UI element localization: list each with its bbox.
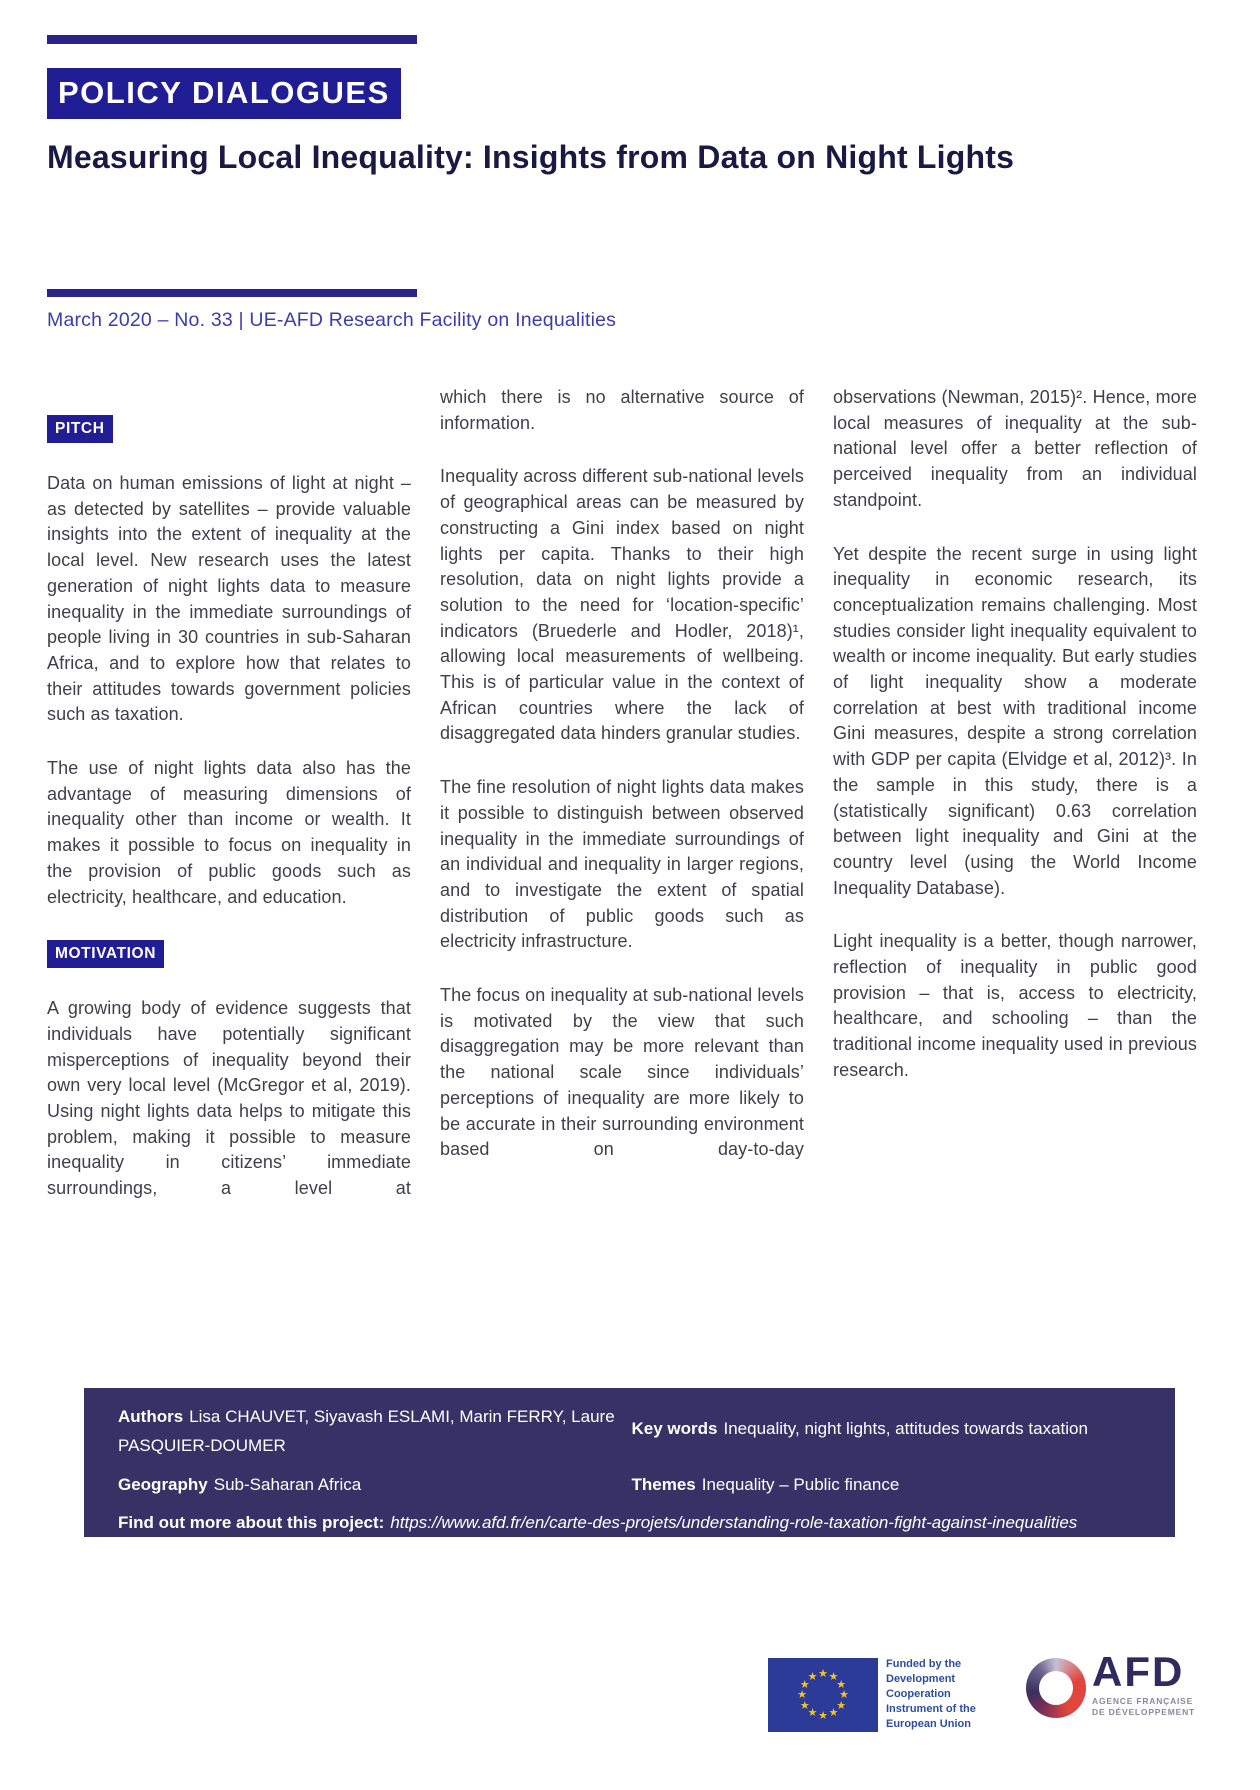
page-title: Measuring Local Inequality: Insights from Data on Night Lights bbox=[47, 139, 1015, 175]
themes-value: Inequality – Public finance bbox=[701, 1475, 900, 1494]
text-column bbox=[47, 385, 411, 1202]
authors-value: Lisa CHAUVET, Siyavash ESLAMI, Marin FERRY, Laure PASQUIER-DOUMER bbox=[118, 1407, 615, 1455]
issue-line: March 2020 – No. 33 | UE-AFD Research Facility on Inequalities bbox=[47, 309, 617, 331]
eu-caption-line: Instrument of the bbox=[886, 1703, 976, 1715]
eu-star-icon: ★ bbox=[818, 1709, 828, 1722]
eu-star-icon: ★ bbox=[836, 1677, 847, 1691]
authors-label: Authors bbox=[118, 1407, 184, 1426]
body-paragraph: Data on human emissions of light at night – as detected by satellites – provide valuable insights into the extent of inequality at the local level. New research uses the latest generation of night lights data to measure inequality in the immediate surroundings of people living in 30 countries in sub-Saharan Africa, and to explore how that relates to their attitudes towards government policies such as taxation. bbox=[47, 473, 411, 725]
keywords-label: Key words bbox=[631, 1419, 718, 1438]
themes-field bbox=[632, 1470, 1146, 1499]
keywords-value: Inequality, night lights, attitudes towards taxation bbox=[723, 1419, 1088, 1438]
keywords-field bbox=[632, 1402, 1146, 1460]
themes-label: Themes bbox=[631, 1475, 696, 1494]
project-link-url[interactable]: https://www.afd.fr/en/carte-des-projets/understanding-role-taxation-fight-against-inequalities bbox=[390, 1513, 1078, 1532]
eu-star-icon: ★ bbox=[799, 1677, 810, 1691]
eu-funding-caption bbox=[886, 1657, 1016, 1732]
eu-star-icon: ★ bbox=[828, 1669, 839, 1683]
body-paragraph: The use of night lights data also has the advantage of measuring dimensions of inequality other than income or wealth. It makes it possible to focus on inequality in the provision of public goods such as electricity, healthcare, and education. bbox=[47, 758, 411, 907]
series-banner bbox=[47, 68, 401, 119]
eu-star-icon: ★ bbox=[799, 1698, 810, 1712]
series-label: POLICY DIALOGUES bbox=[58, 75, 390, 110]
decorative-top-bar bbox=[47, 35, 417, 44]
text-column bbox=[833, 385, 1197, 1084]
body-columns bbox=[47, 385, 1197, 1202]
body-paragraph: The fine resolution of night lights data makes it possible to distinguish between observed inequality in the immediate surroundings of an individual and inequality in larger regions, and to investigate the extent of spatial distribution of public goods such as electricity infrastructure. bbox=[440, 777, 804, 952]
decorative-divider-bar bbox=[47, 289, 417, 297]
body-paragraph: which there is no alternative source of information. bbox=[440, 387, 804, 433]
geography-label: Geography bbox=[118, 1475, 208, 1494]
eu-star-icon: ★ bbox=[839, 1688, 849, 1701]
afd-subtext-line: AGENCE FRANÇAISE bbox=[1092, 1696, 1194, 1706]
geography-field bbox=[118, 1470, 632, 1499]
section-label: PITCH bbox=[47, 415, 113, 443]
body-paragraph: observations (Newman, 2015)². Hence, more local measures of inequality at the sub-national level offer a better reflection of perceived inequality from an individual standpoint. bbox=[833, 387, 1197, 510]
body-paragraph: The focus on inequality at sub-national levels is motivated by the view that such disaggregation may be more relevant than the national scale since individuals’ perceptions of inequality are more likely to be accurate in their surrounding environment based on day-to-day bbox=[440, 985, 804, 1160]
geography-value: Sub-Saharan Africa bbox=[213, 1475, 362, 1494]
afd-ring-icon bbox=[1026, 1658, 1086, 1718]
eu-star-icon: ★ bbox=[836, 1698, 847, 1712]
eu-star-icon: ★ bbox=[828, 1706, 839, 1720]
section-label: MOTIVATION bbox=[47, 940, 164, 968]
body-paragraph: Inequality across different sub-national levels of geographical areas can be measured by constructing a Gini index based on night lights per capita. Thanks to their high resolution, data on night lights provide a solution to the need for ‘location-specific’ indicators (Bruederle and Hodler, 2018)¹, allowing local measurements of wellbeing. This is of particular value in the context of African countries where the lack of disaggregated data hinders granular studies. bbox=[440, 466, 804, 744]
project-link-label: Find out more about this project: bbox=[118, 1513, 385, 1532]
eu-star-icon: ★ bbox=[797, 1688, 807, 1701]
body-paragraph: Yet despite the recent surge in using light inequality in economic research, its conceptualization remains challenging. Most studies consider light inequality equivalent to wealth or income inequality. But early studies of light inequality show a moderate correlation at best with traditional income Gini measures, despite a strong correlation with GDP per capita (Elvidge et al, 2012)³. In the sample in this study, there is a (statistically significant) 0.63 correlation between light inequality and Gini at the country level (using the World Income Inequality Database). bbox=[833, 543, 1197, 898]
eu-flag-icon bbox=[768, 1658, 878, 1732]
afd-subtext-line: DE DÉVELOPPEMENT bbox=[1092, 1707, 1196, 1717]
afd-logo-subtext bbox=[1092, 1696, 1212, 1718]
afd-logo bbox=[1092, 1650, 1212, 1718]
eu-caption-line: European Union bbox=[886, 1718, 971, 1730]
eu-caption-line: Development bbox=[886, 1673, 956, 1685]
project-link-field bbox=[118, 1509, 1145, 1536]
eu-star-icon: ★ bbox=[807, 1669, 818, 1683]
body-paragraph: Light inequality is a better, though narrower, reflection of inequality in public good provision – that is, access to electricity, healthcare, and schooling – than the traditional income inequality used in previous research. bbox=[833, 931, 1197, 1080]
eu-star-icon: ★ bbox=[807, 1706, 818, 1720]
body-paragraph: A growing body of evidence suggests that individuals have potentially significant misperceptions of inequality beyond their own very local level (McGregor et al, 2019). Using night lights data helps to mitigate this problem, making it possible to measure inequality in citizens’ immediate surroundings, a level at bbox=[47, 998, 411, 1199]
text-column bbox=[440, 385, 804, 1163]
eu-star-icon: ★ bbox=[818, 1667, 828, 1680]
metadata-box bbox=[84, 1388, 1175, 1537]
eu-caption-line: Funded by the bbox=[886, 1658, 962, 1670]
afd-wordmark: AFD bbox=[1092, 1648, 1185, 1695]
metadata-grid bbox=[118, 1402, 1145, 1536]
authors-field bbox=[118, 1402, 632, 1460]
eu-caption-line: Cooperation bbox=[886, 1688, 951, 1700]
